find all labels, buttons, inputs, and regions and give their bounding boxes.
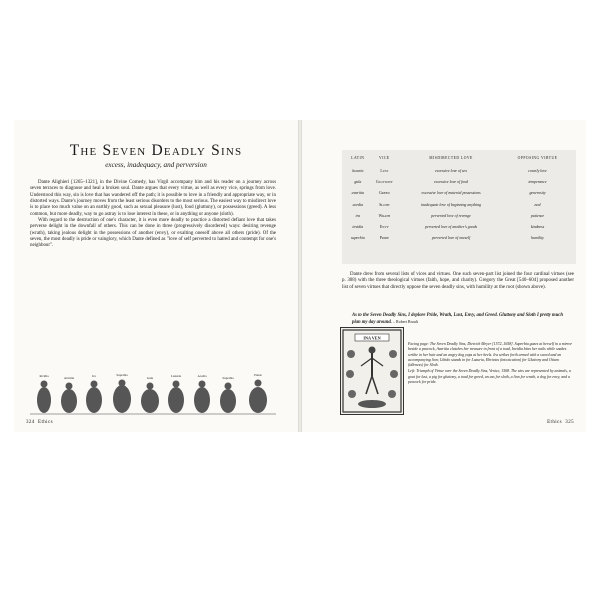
caption-paragraph: Left: Triumph of Virtue over the Seven Deadly Sins, Venice, 1508. The sins are represented by animals, a goat for lust, a pig for gluttony, a toad for greed, an ass for sloth, a lion for wrath, a dog for envy, and a peacock for pride. (408, 369, 571, 385)
virtue-cell: temperance (528, 179, 547, 184)
column-header: OPPOSING VIRTUE (517, 156, 558, 160)
latin-cell: luxuria (352, 168, 364, 173)
page-number: 324 (26, 420, 35, 425)
love-cell: perverted love of another's goods (425, 225, 478, 230)
engraving-label: Invidia (39, 374, 49, 378)
engraving-label: Superbia (222, 376, 234, 380)
latin-cell: gula (354, 179, 362, 184)
paragraph: Dante drew from several lists of vices and virtues. One such seven-part list joined the four cardinal virtues (see p. 308) with the three theological virtues (faith, hope, and charity). Gregory the Great [540–604] proposed another list of seven virtues that directly oppose the seven deadly sins, with humility at the root (shown above). (342, 272, 574, 290)
right-body-text (342, 272, 574, 291)
seven-sins-engraving (30, 373, 276, 415)
love-cell: perverted love of oneself (431, 236, 471, 241)
engraving-figures (37, 380, 267, 414)
running-head: Ethics (547, 420, 562, 425)
folio-right (547, 420, 574, 425)
table-row (346, 176, 572, 187)
virtue-cell: patience (530, 213, 545, 218)
folio-left (26, 420, 53, 425)
vice-cell: Wrath (378, 213, 391, 218)
engraving-label: Gula (146, 376, 154, 380)
sins-table-box (342, 150, 576, 264)
figure-caption (408, 342, 574, 386)
right-page (302, 120, 586, 432)
virtue-cell: zeal (534, 202, 541, 207)
latin-cell: ira (355, 213, 361, 218)
vice-cell: Lust (380, 168, 389, 173)
engraving-label: Luxuria (170, 374, 182, 378)
engraving-label: Acedia (197, 374, 207, 378)
table-row (346, 221, 572, 232)
virtue-cell: generosity (529, 191, 546, 196)
vice-cell: Envy (379, 225, 389, 230)
book-spread (14, 120, 586, 432)
love-cell: excessive love of material possessions (421, 191, 481, 196)
page-number: 325 (565, 420, 574, 425)
engraving-label: Avaritia (63, 376, 75, 380)
vice-cell: Greed (379, 191, 390, 196)
table-row (346, 210, 572, 221)
engraving-label: Superbia (116, 373, 128, 377)
table-row (346, 165, 572, 176)
triumph-of-virtue-woodcut (340, 327, 404, 415)
vice-cell: Sloth (379, 202, 390, 207)
paragraph: With regard to the destruction of one's character, it is even more deadly to practice a distorted defiant love that takes perverse delight in the downfall of others. This can be done in three (progressively disordered) ways: desiring revenge (wrath), taking jealous delight in the possessions of another (envy), or exalting oneself above all others (pride). Of the seven, the most deadly is pride or vainglory, which Dante defined as "love of self perverted to hatred and contempt for one's neighbour". (30, 218, 276, 249)
virtue-cell: humility (531, 236, 544, 241)
quote-attribution: – Robert Brault (393, 319, 418, 325)
love-cell: excessive love of sex (435, 168, 467, 173)
table-header-row (346, 156, 572, 165)
latin-cell: avaritia (351, 191, 364, 196)
running-head: Ethics (38, 420, 53, 425)
table-row (346, 233, 572, 244)
sins-table (346, 156, 572, 244)
woodcut-banner: INA VEN (363, 335, 381, 341)
left-body-text (30, 180, 276, 250)
love-cell: perverted love of revenge (431, 213, 471, 218)
page-title: The Seven Deadly Sins (69, 142, 243, 159)
column-header: VICE (379, 156, 390, 160)
left-page (14, 120, 298, 432)
engraving-label: Ira (92, 374, 96, 378)
vice-cell: Gluttony (375, 179, 393, 184)
latin-cell: superbia (351, 236, 365, 241)
love-cell: inadequate love of beginning anything (421, 202, 481, 207)
column-header: LATIN (351, 156, 365, 160)
engraving-label: Pietas (254, 373, 262, 377)
table-row (346, 188, 572, 199)
page-subtitle: excess, inadequacy, and perversion (105, 161, 207, 169)
paragraph: Dante Alighieri [1265–1321], in the Divine Comedy, has Virgil accompany him and his reader on a journey across seven terraces to diagnose and heal a broken soul. Dante argues that every virtue, as well as every vice, springs from love. Understood this way, sin is love that has wandered off the path; it is possible to love in a friendly and appropriate way, or in distorted ways. Dante's journey moves from the least serious disorders to the most serious. The easiest way to misdirect love is to place too much value on an earthly good, such as sexual pleasure (lust), food (gluttony), or possessions (greed). A less common, but more deadly, way to go astray is to lose interest in these, or in anything or anyone (sloth). (30, 180, 276, 217)
pull-quote (352, 313, 570, 326)
caption-paragraph: Facing page: The Seven Deadly Sins, Dietrich Meyer [1572–1658]. Superbia gazes at herself in a mirror beside a peacock, Avaritia clutches her treasure in front of a toad, Invidia bites her nails while snakes writhe in her hair and an angry dog yaps at her heels. Ira strikes forth armed with a sword and an accompanying lion; Libido stands in for Luxuria, Ebrietas (intoxication) for Gluttony and Otium (idleness) for Sloth. (408, 342, 572, 368)
virtue-cell: courtly love (528, 168, 547, 173)
vice-cell: Pride (379, 236, 389, 241)
column-header: MISDIRECTED LOVE (429, 156, 473, 160)
virtue-cell: kindness (530, 225, 545, 230)
table-row (346, 199, 572, 210)
love-cell: excessive love of food (434, 179, 468, 184)
latin-cell: acedia (352, 202, 364, 207)
latin-cell: invidia (352, 225, 364, 230)
quote-text: As to the Seven Deadly Sins, I deplore Pride, Wrath, Lust, Envy, and Greed. Gluttony and Sloth I pretty much plan my day around. (352, 313, 563, 326)
